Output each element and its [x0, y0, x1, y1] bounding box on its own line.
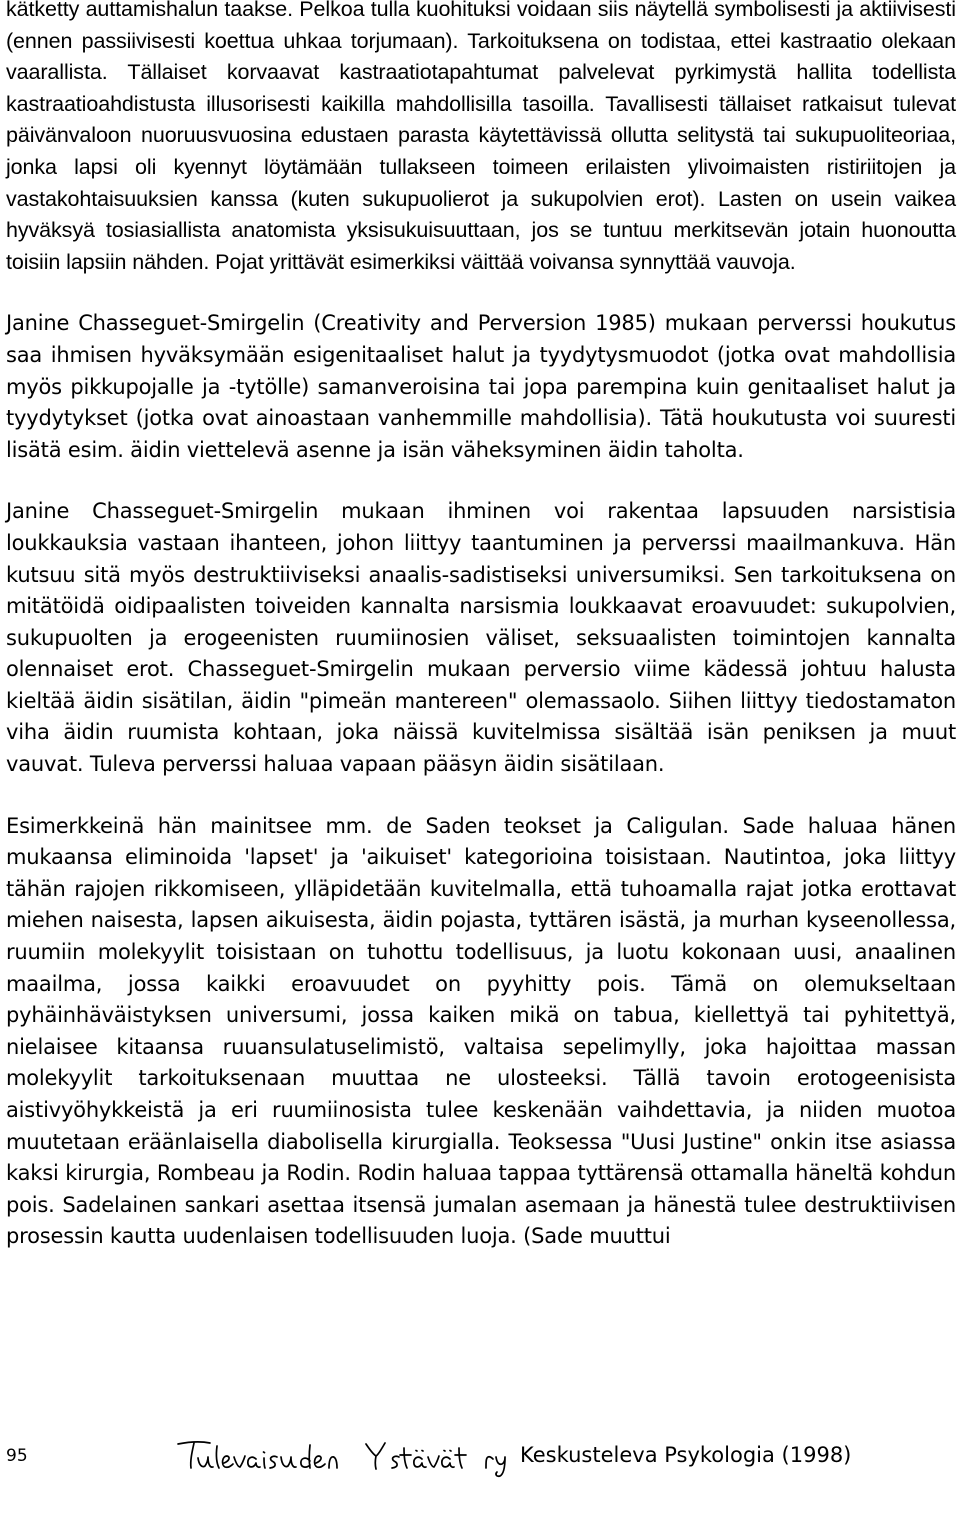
paragraph-1: kätketty auttamishalun taakse. Pelkoa tulla kuohituksi voidaan siis näytellä symbolisesti ja aktiivisesti (ennen passiivisesti koettua uhkaa torjumaan). Tarkoituksena on todistaa, ettei kastraatio olekaan vaarallista. Tällaiset korvaavat kastraatiotapahtumat palvelevat pyrkimystä hallita todellista kastraatioahdistusta illusorisesti kaikilla mahdollisilla tasoilla. Tavallisesti tällaiset ratkaisut tulevat päivänvaloon nuoruusvuosina edustaen parasta käytettävissä ollutta selitystä tai sukupuoliteoriaa, jonka lapsi oli kyennyt löytämään tullakseen toimeen erilaisten ylivoimaisten ristiriitojen ja vastakohtaisuuksien kanssa (kuten sukupuolierot ja sukupolvien erot). Lasten on usein vaikea hyväksyä tosiasiallista anatomista yksisukuisuuttaan, jos se tuntuu merkitsevän jotain huonoutta toisiin lapsiin nähden. Pojat yrittävät esimerkiksi väittää voivansa synnyttää vauvoja. — [6, 0, 956, 274]
publication-title: Keskusteleva Psykologia (1998) — [520, 1443, 852, 1467]
document-body — [6, 0, 956, 1253]
page-number: 95 — [6, 1446, 28, 1466]
page-footer — [6, 1432, 956, 1482]
paragraph-4: Esimerkkeinä hän mainitsee mm. de Saden teokset ja Caligulan. Sade haluaa hänen mukaansa eliminoida 'lapset' ja 'aikuiset' kategorioina toisistaan. Nautintoa, joka liittyy tähän rajojen rikkomiseen, ylläpidetään kuvitelmalla, että tuhoamalla rajat jotka erottavat miehen naisesta, lapsen aikuisesta, äidin pojasta, tyttären isästä, ja murhan kyseenollessa, ruumiin molekyylit toisistaan on tuhottu todellisuus, ja luotu kokonaan uusi, anaalinen maailma, jossa kaikki eroavuudet on pyyhitty pois. Tämä on olemukseltaan pyhäinhäväistyksen universumi, jossa kaiken mikä on tabua, kiellettyä tai pyhitettyä, nielaisee kitaansa ruuansulatuselimistö, valtaisa sepelimylly, joka hajoittaa massan molekyylit tarkoituksenaan muuttaa ne ulosteeksi. Tällä tavoin erotogeenisista aistivyöhykkeistä ja eri ruumiinosista tulee keskenään vaihdettavia, ja niiden muotoa muutetaan eräänlaisella diabolisella kirurgialla. Teoksessa "Uusi Justine" onkin itse asiassa kaksi kirurgia, Rombeau ja Rodin. Rodin haluaa tappaa tyttärensä ottamalla häneltä kohdun pois. Sadelainen sankari asettaa itsensä jumalan asemaan ja hänestä tulee destruktiivisen prosessin kautta uudenlaisen todellisuuden luoja. (Sade muuttui — [6, 813, 956, 1249]
paragraph-3: Janine Chasseguet-Smirgelin mukaan ihminen voi rakentaa lapsuuden narsistisia loukkauksia vastaan ihanteen, johon liittyy taantuminen ja perverssi maailmankuva. Hän kutsuu sitä myös destruktiiviseksi anaalis-sadistiseksi universumiksi. Sen tarkoituksena on mitätöidä oidipaalisten toiveiden kannalta narsismia loukkaavat eroavuudet: sukupolvien, sukupuolten ja erogeenisten ruumiinosien väliset, seksuaalisten toimintojen kannalta olennaiset erot. Chasseguet-Smirgelin mukaan perversio viime kädessä johtuu halusta kieltää äidin sisätilan, äidin "pimeän mantereen" olemassaolo. Siihen liittyy tiedostamaton viha äidin ruumista kohtaan, joka näissä kuvitelmissa sisältää isän peniksen ja muut vauvat. Tuleva perverssi haluaa vapaan pääsyn äidin sisätilaan. — [6, 499, 956, 777]
paragraph-2: Janine Chasseguet-Smirgelin (Creativity and Perversion 1985) mukaan perverssi houkutus saa ihmisen hyväksymään esigenitaaliset halut ja tyydytysmuodot (jotka ovat mahdollisia myös pikkupojalle ja -tytölle) samanveroisina tai jopa parempina kuin genitaaliset halut ja tyydytykset (jotka ovat ainoastaan vanhemmille mahdollisia). Tätä houkutusta voi suuresti lisätä esim. äidin viettelevä asenne ja isän väheksyminen äidin taholta. — [6, 311, 956, 462]
handwritten-signature — [174, 1434, 524, 1478]
